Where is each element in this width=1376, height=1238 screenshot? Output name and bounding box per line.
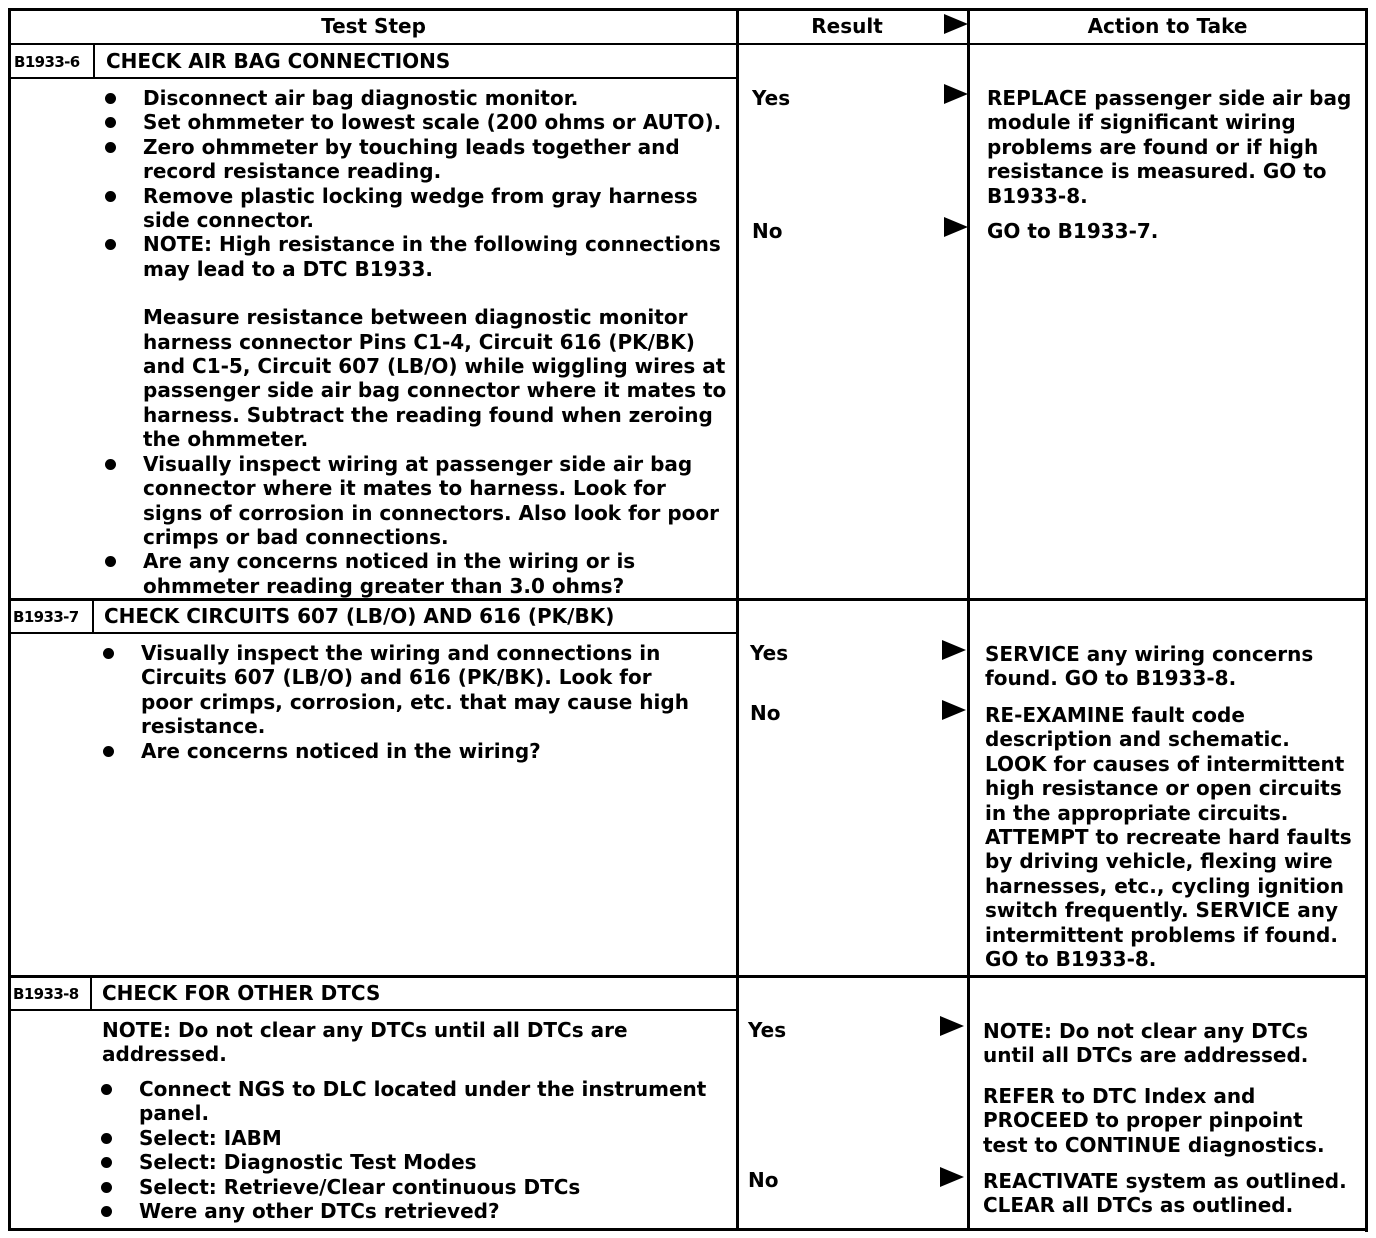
step-code: B1933-8 (13, 985, 79, 1003)
bullet-icon (105, 117, 116, 128)
step-title: CHECK CIRCUITS 607 (LB/O) AND 616 (PK/BK) (104, 604, 615, 628)
arrow-icon (942, 700, 966, 720)
step-code: B1933-6 (14, 53, 80, 71)
action-yes: REPLACE passenger side air bag module if significant wiring problems are found or if high resistance is measured. GO to B1933-8. (987, 86, 1352, 208)
bullet-icon (101, 1084, 112, 1095)
step1-code-divider (93, 44, 95, 79)
instruction-item: Remove plastic locking wedge from gray harness side connector. (143, 184, 728, 233)
col-divider-action (967, 8, 970, 1230)
step-title: CHECK AIR BAG CONNECTIONS (106, 49, 451, 73)
step1-title-bottom (8, 77, 738, 79)
step-question: Are any concerns noticed in the wiring or is ohmmeter reading greater than 3.0 ohms? (143, 549, 728, 598)
step-instructions (141, 641, 701, 763)
step-instructions (139, 1077, 714, 1223)
header-arrow-icon (944, 14, 968, 34)
bullet-icon (105, 191, 116, 202)
header-result: Result (811, 14, 883, 38)
instruction-item: Visually inspect the wiring and connections in Circuits 607 (LB/O) and 616 (PK/BK). Look for poor crimps, corrosion, etc. that may cause high resistance. (141, 641, 701, 739)
border-top (8, 8, 1368, 11)
result-no: No (748, 1168, 779, 1192)
step2-title-bottom (8, 632, 738, 634)
result-no: No (750, 701, 781, 725)
step-note: NOTE: Do not clear any DTCs until all DTCs are addressed. (102, 1018, 628, 1067)
arrow-icon (940, 1167, 964, 1187)
action-no: REACTIVATE system as outlined. CLEAR all DTCs as outlined. (983, 1169, 1347, 1218)
bullet-icon (105, 142, 116, 153)
instruction-item: Set ohmmeter to lowest scale (200 ohms or AUTO). (143, 110, 728, 134)
bullet-icon (103, 746, 114, 757)
bullet-icon (101, 1182, 112, 1193)
step3-title-bottom (8, 1009, 738, 1011)
bullet-icon (105, 556, 116, 567)
action-no: GO to B1933-7. (987, 219, 1159, 243)
action-no: RE-EXAMINE fault code description and schematic. LOOK for causes of intermittent high resistance or open circuits in the appropriate circuits. ATTEMPT to recreate hard faults by driving vehicle, flexing wire harnesses, etc., cycling ignition switch frequently. SERVICE any intermittent problems if found. GO to B1933-8. (985, 703, 1352, 972)
bullet-icon (101, 1206, 112, 1217)
arrow-icon (942, 640, 966, 660)
bullet-icon (105, 239, 116, 250)
header-rule (8, 43, 1368, 45)
bullet-icon (101, 1157, 112, 1168)
header-action: Action to Take (1087, 14, 1248, 38)
result-yes: Yes (748, 1018, 787, 1042)
measure-paragraph: Measure resistance between diagnostic monitor harness connector Pins C1-4, Circuit 616 (PK/BK) and C1-5, Circuit 607 (LB/O) while wiggling wires at passenger side air bag connector where it mates to harness. Subtract the reading found when zeroing the ohmmeter. (143, 305, 727, 452)
instruction-item: Connect NGS to DLC located under the instrument panel. (139, 1077, 714, 1126)
result-no: No (752, 219, 783, 243)
row-separator-1 (8, 598, 1368, 601)
step3-code-divider (90, 977, 92, 1011)
bullet-icon (101, 1133, 112, 1144)
instruction-item: Select: Retrieve/Clear continuous DTCs (139, 1175, 714, 1199)
result-yes: Yes (752, 86, 791, 110)
instruction-item: NOTE: High resistance in the following connections may lead to a DTC B1933. (143, 232, 728, 281)
instruction-item: Visually inspect wiring at passenger side air bag connector where it mates to harness. Look for signs of corrosion in connectors. Also look for poor crimps or bad connections. (143, 452, 728, 550)
step-code: B1933-7 (13, 608, 79, 626)
border-left (8, 8, 11, 1230)
step-title: CHECK FOR OTHER DTCS (102, 981, 381, 1005)
bullet-icon (103, 648, 114, 659)
arrow-icon (944, 84, 968, 104)
action-yes-note: NOTE: Do not clear any DTCs until all DTCs are addressed. (983, 1019, 1309, 1068)
action-yes: REFER to DTC Index and PROCEED to proper pinpoint test to CONTINUE diagnostics. (983, 1084, 1325, 1157)
border-bottom (8, 1228, 1368, 1231)
step2-code-divider (92, 600, 94, 634)
header-test-step: Test Step (321, 14, 426, 38)
instruction-item: Select: Diagnostic Test Modes (139, 1150, 714, 1174)
step-question: Are concerns noticed in the wiring? (141, 739, 701, 763)
col-divider-result (736, 8, 739, 1230)
action-yes: SERVICE any wiring concerns found. GO to B1933-8. (985, 642, 1314, 691)
instruction-item: Disconnect air bag diagnostic monitor. (143, 86, 728, 110)
result-yes: Yes (750, 641, 789, 665)
border-right (1365, 8, 1368, 1232)
arrow-icon (944, 217, 968, 237)
step-question: Were any other DTCs retrieved? (139, 1199, 714, 1223)
bullet-icon (105, 459, 116, 470)
row-separator-2 (8, 975, 1368, 978)
instruction-item: Zero ohmmeter by touching leads together and record resistance reading. (143, 135, 728, 184)
bullet-icon (105, 93, 116, 104)
step-instructions (143, 86, 728, 598)
instruction-item: Select: IABM (139, 1126, 714, 1150)
arrow-icon (940, 1016, 964, 1036)
